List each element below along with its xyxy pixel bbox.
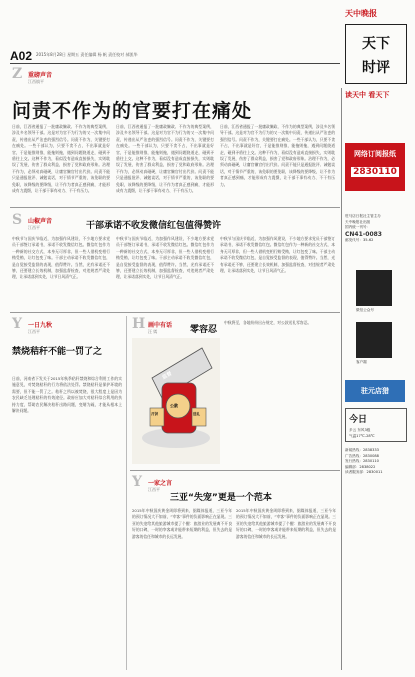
article4-body-col1: 2015年中秋国庆黄金周即将到来，据媒体报道，三亚今年的预订情况大不如前，“宰客”事件的负面影响正在显现。三亚的失宠给其他旅游城市提了个醒：旅游业的发展离不开良好的口碑，一时的宰客或许能带来短期的利益，但失去的是游客的信任和城市的长远发展。 xyxy=(132,508,232,539)
info-line: 邮发代号：35-62 xyxy=(345,237,374,242)
main-body-col2: 日前，江西省通报了一批庸政懒政、不作为的典型案例，涉及多名领导干部。这是对为官不为行为的又一次集中问责，传递出从严治吏的强烈信号。问责不作为，关键要打在痛处。一些干部认为，只要不贪不占，不出事就是好官，于是能推则推，能拖则拖，遇到问题绕道走，碰到矛盾往上交。这种不作为，看似没有造成直接损失，实则耽误了发展，伤害了群众利益，损害了党和政府形象。治理不作为，必须动真碰硬，让庸官懒官付出代价。问责不能只是通报批评、诫勉谈话，对于情节严重的，该免职的要免职，该降级的要降级，让不作为者真正感到痛，才能形成有力震慑，让干部干事有动力、不干有压力。 xyxy=(116,124,214,194)
service-line: 读者服务部：2830011 xyxy=(345,470,383,474)
section-initial: Z xyxy=(12,66,23,82)
article2-body-col3: 中秋节与国庆节临近，为加强作风建设，不少地方要求党员干部签订承诺书，承诺不收发微信红包。微信红包作为一种新的社交方式，本身无可厚非，但一些人借机变相行贿受贿，让红包变了味。干部主动承诺不收发微信红包，是自觉接受监督的表现，值得赞许。当然，光有承诺还不够，还要建立长效机制，加强监督检查，对违规者严肃处理，让承诺落到实处，让节日风清气正。 xyxy=(220,236,335,274)
sidebar-ad xyxy=(345,143,405,191)
article2-body-col1: 中秋节与国庆节临近，为加强作风建设，不少地方要求党员干部签订承诺书，承诺不收发微信红包。微信红包作为一种新的社交方式，本身无可厚非，但一些人借机变相行贿受贿，让红包变了味。干部主动承诺不收发微信红包，是自觉接受监督的表现，值得赞许。当然，光有承诺还不够，还要建立长效机制，加强监督检查，对违规者严肃处理，让承诺落到实处，让节日风清气正。 xyxy=(12,236,110,280)
article3-headline: 禁烧秸秆不能一罚了之 xyxy=(12,347,103,357)
cartoon-label-public-funds: 公款 xyxy=(170,403,178,408)
info-line: CN41-0083 xyxy=(345,230,382,238)
cartoon-illustration xyxy=(132,338,220,464)
divider xyxy=(130,470,340,471)
section-title-line2: 时评 xyxy=(362,60,390,76)
article4-body-col2: 2015年中秋国庆黄金周即将到来，据媒体报道，三亚今年的预订情况大不如前，“宰客”事件的负面影响正在显现。三亚的失宠给其他旅游城市提了个醒：旅游业的发展离不开良好的口碑，一时的宰客或许能带来短期的利益，但失去的是游客的信任和城市的长远发展。 xyxy=(236,508,336,539)
cartoon-label-mooncake: 月饼 xyxy=(151,412,158,416)
qr-code-wechat xyxy=(356,270,392,306)
article3-section-sub: 江西平 xyxy=(28,329,40,334)
weather-title: 今日 xyxy=(349,415,368,425)
article2-section-label: 山椒声音 xyxy=(28,218,53,225)
brand-logo: 天中晚报 xyxy=(345,8,377,18)
section-title-line1: 天下 xyxy=(362,36,390,52)
section-title-box xyxy=(345,24,407,84)
column-divider xyxy=(126,316,127,670)
cartoon-headline: 零容忍 xyxy=(190,325,218,335)
weather-desc: 多云 东风3级 xyxy=(349,428,371,432)
article3-section-label: 一日九秋 xyxy=(28,322,53,329)
qr-label: 客户端 xyxy=(356,360,367,364)
info-line: 驻马店日报社主管主办 xyxy=(345,214,381,218)
ad-title: 网络订阅报纸 xyxy=(354,150,396,158)
edition-meta: 2015年8月28日 星期五 责任编辑 杨 帆 责任校对 郝凯华 xyxy=(36,52,138,57)
ad-phone: 2830110 xyxy=(351,167,399,177)
article4-headline: 三亚“失宠”更是一个范本 xyxy=(170,493,272,503)
section-initial: Y xyxy=(12,316,22,332)
service-line: 广告热线：2830088 xyxy=(345,453,379,458)
qr-label: 微信公众号 xyxy=(356,308,374,312)
qr-code-app xyxy=(356,322,392,358)
article4-section-label: 一家之言 xyxy=(148,480,173,487)
main-section-label: 重磅声音 xyxy=(28,72,53,79)
article2-section-sub: 江西平 xyxy=(28,225,40,230)
header-rule xyxy=(10,63,340,64)
sidebar-divider xyxy=(341,88,342,670)
page-number: A02 xyxy=(10,49,33,63)
main-body-col1: 日前，江西省通报了一批庸政懒政、不作为的典型案例，涉及多名领导干部。这是对为官不为行为的又一次集中问责，传递出从严治吏的强烈信号。问责不作为，关键要打在痛处。一些干部认为，只要不贪不占，不出事就是好官，于是能推则推，能拖则拖，遇到问题绕道走，碰到矛盾往上交。这种不作为，看似没有造成直接损失，实则耽误了发展，伤害了群众利益，损害了党和政府形象。治理不作为，必须动真碰硬，让庸官懒官付出代价。问责不能只是通报批评、诫勉谈话，对于情节严重的，该免职的要免职，该降级的要降级，让不作为者真正感到痛，才能形成有力震慑，让干部干事有动力、不干有压力。 xyxy=(12,124,110,194)
info-line: 天中晚报社出版 xyxy=(345,219,371,224)
cartoon-caption: 中秋将至，各地纷纷出台规定，对公款送礼零容忍。 xyxy=(224,320,312,325)
sidebar-info xyxy=(345,214,405,243)
cartoon-section-label: 画中有话 xyxy=(148,322,173,329)
service-lines xyxy=(345,448,405,476)
sidebar-banner: 读天中 看天下 xyxy=(345,91,390,99)
weather-box xyxy=(345,408,407,442)
article4-section-sub: 江西平 xyxy=(148,487,160,492)
main-body-col3: 日前，江西省通报了一批庸政懒政、不作为的典型案例，涉及多名领导干部。这是对为官不为行为的又一次集中问责，传递出从严治吏的强烈信号。问责不作为，关键要打在痛处。一些干部认为，只要不贪不占，不出事就是好官，于是能推则推，能拖则拖，遇到问题绕道走，碰到矛盾往上交。这种不作为，看似没有造成直接损失，实则耽误了发展，伤害了群众利益，损害了党和政府形象。治理不作为，必须动真碰硬，让庸官懒官付出代价。问责不能只是通报批评、诫勉谈话，对于情节严重的，该免职的要免职，该降级的要降级，让不作为者真正感到痛，才能形成有力震慑，让干部干事有动力、不干有压力。 xyxy=(220,124,335,187)
article3-body: 日前，河南省下发关于2015年秋季秸秆禁烧和综合利用工作的实施意见，对焚烧秸秆的行为将依法处罚。禁烧秸秆是保护环境的需要，但不能一罚了之。秸秆之所以被焚烧，很大程度上是因为农民缺乏处理秸秆的有效途径。政府应加大对秸秆综合利用的扶持力度，帮助农民解决秸秆出路问题，变堵为疏，才能从根本上解决问题。 xyxy=(12,376,122,414)
service-line: 发行热线：2830110 xyxy=(345,459,379,463)
section-initial: H xyxy=(132,316,146,332)
promo-banner: 驻元店猎 xyxy=(345,380,405,402)
article2-headline: 干部承诺不收发微信红包值得赞许 xyxy=(86,221,222,231)
section-initial: S xyxy=(12,212,23,228)
main-section-sub: 江西镇平 xyxy=(28,79,44,84)
main-headline: 问责不作为的官要打在痛处 xyxy=(12,100,253,122)
section-initial: Y xyxy=(132,474,142,490)
cartoon-label-gift: 送礼 xyxy=(193,412,200,416)
cartoon-label-supervision: 监督 xyxy=(161,370,174,382)
divider xyxy=(10,207,340,208)
info-line: 国内统一刊号： xyxy=(345,225,371,229)
cartoon-section-sub: 汪 嫣 xyxy=(148,329,158,334)
divider xyxy=(10,312,340,313)
article2-body-col2: 中秋节与国庆节临近，为加强作风建设，不少地方要求党员干部签订承诺书，承诺不收发微信红包。微信红包作为一种新的社交方式，本身无可厚非，但一些人借机变相行贿受贿，让红包变了味。干部主动承诺不收发微信红包，是自觉接受监督的表现，值得赞许。当然，光有承诺还不够，还要建立长效机制，加强监督检查，对违规者严肃处理，让承诺落到实处，让节日风清气正。 xyxy=(116,236,214,280)
weather-temp: 气温17℃-28℃ xyxy=(349,433,375,438)
service-line: 新闻热线：2838333 xyxy=(345,448,379,452)
service-line: 编辑部：2838022 xyxy=(345,464,376,469)
